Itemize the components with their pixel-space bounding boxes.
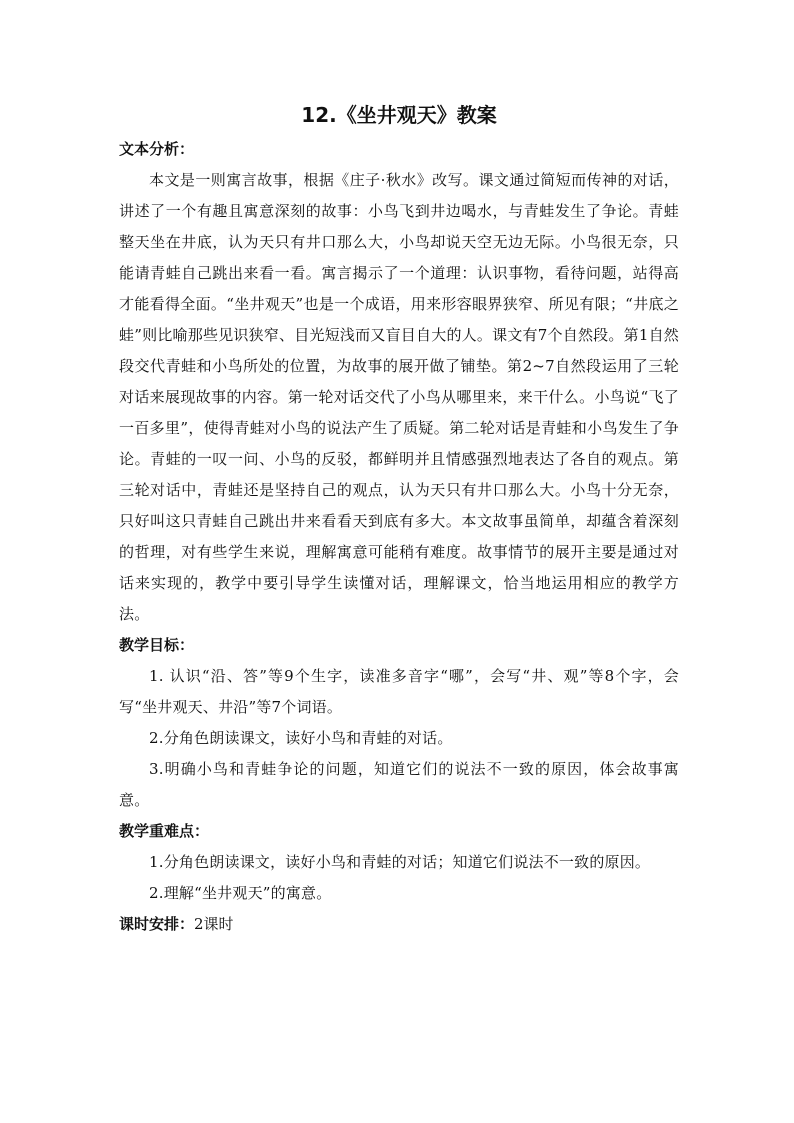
goal-item-3: 3.明确小鸟和青蛙争论的问题，知道它们的说法不一致的原因，体会故事寓意。: [119, 760, 679, 809]
section-key-points: [119, 816, 679, 909]
goal-item-1: 1. 认识“沿、答”等9个生字，读准多音字“哪”，会写“井、观”等8个字，会写“坐井观天、井沿”等7个词语。: [119, 667, 679, 716]
schedule-value: 2课时: [194, 915, 234, 933]
schedule-line: [119, 909, 679, 940]
goal-item-2: 2.分角色朗读课文，读好小鸟和青蛙的对话。: [149, 729, 453, 747]
section-teaching-goals: [119, 630, 679, 816]
section-schedule: [119, 909, 679, 940]
key-point-item-1: 1.分角色朗读课文，读好小鸟和青蛙的对话；知道它们说法不一致的原因。: [149, 853, 651, 871]
section-heading-key-points: 教学重难点：: [119, 822, 210, 840]
document-page: [119, 100, 679, 940]
key-point-item-2: 2.理解“坐井观天”的寓意。: [149, 884, 332, 902]
document-title: 12.《坐井观天》教案: [301, 103, 497, 127]
section-heading-goals: 教学目标：: [119, 636, 195, 654]
schedule-label: 课时安排：: [119, 915, 195, 933]
section-text-analysis: [119, 134, 679, 630]
analysis-paragraph: 本文是一则寓言故事，根据《庄子·秋水》改写。课文通过简短而传神的对话，讲述了一个有趣且寓意深刻的故事：小鸟飞到井边喝水，与青蛙发生了争论。青蛙整天坐在井底，认为天只有井口那么大，小鸟却说天空无边无际。小鸟很无奈，只能请青蛙自己跳出来看一看。寓言揭示了一个道理：认识事物，看待问题，站得高才能看得全面。“坐井观天”也是一个成语，用来形容眼界狭窄、所见有限；“井底之蛙”则比喻那些见识狭窄、目光短浅而又盲目自大的人。课文有7个自然段。第1自然段交代青蛙和小鸟所处的位置，为故事的展开做了铺垫。第2~7自然段运用了三轮对话来展现故事的内容。第一轮对话交代了小鸟从哪里来，来干什么。小鸟说“飞了一百多里”，使得青蛙对小鸟的说法产生了质疑。第二轮对话是青蛙和小鸟发生了争论。青蛙的一叹一问、小鸟的反驳，都鲜明并且情感强烈地表达了各自的观点。第三轮对话中，青蛙还是坚持自己的观点，认为天只有井口那么大。小鸟十分无奈，只好叫这只青蛙自己跳出井来看看天到底有多大。本文故事虽简单，却蕴含着深刻的哲理，对有些学生来说，理解寓意可能稍有难度。故事情节的展开主要是通过对话来实现的，教学中要引导学生读懂对话，理解课文，恰当地运用相应的教学方法。: [119, 171, 679, 623]
section-heading-analysis: 文本分析：: [119, 140, 195, 158]
